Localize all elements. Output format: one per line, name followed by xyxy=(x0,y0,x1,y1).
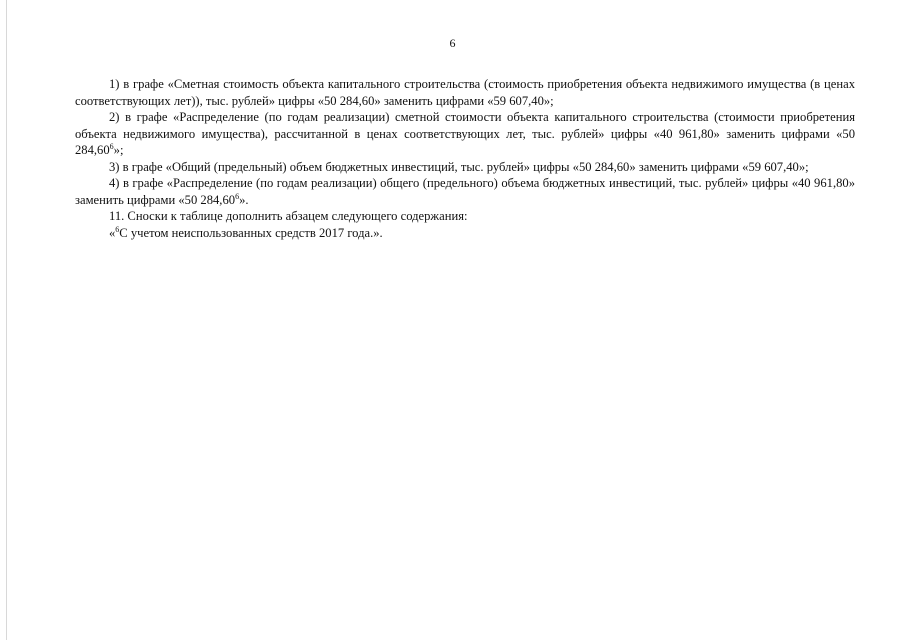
paragraph-text-tail: »; xyxy=(113,143,124,157)
paragraph-item-1 xyxy=(75,76,855,109)
paragraph-text-tail: ». xyxy=(239,192,249,207)
page-left-edge xyxy=(6,0,7,640)
paragraph-text: 1) в графе «Сметная стоимость объекта капитального строительства (стоимость приобретения объекта недвижимого имущества (в ценах соответствующих лет)), тыс. рублей» цифры «50 284,60» заменить цифрами «59 607,40»; xyxy=(75,77,855,108)
paragraph-text: 11. Сноски к таблице дополнить абзацем следующего содержания: xyxy=(109,209,468,223)
paragraph-footnote-text xyxy=(75,225,855,242)
footnote-marker: 6 xyxy=(109,141,114,151)
paragraph-item-4 xyxy=(75,175,855,208)
paragraph-text: 3) в графе «Общий (предельный) объем бюджетных инвестиций, тыс. рублей» цифры «50 284,60» заменить цифрами «59 607,40»; xyxy=(109,159,809,174)
document-body xyxy=(75,76,855,241)
paragraph-text: « xyxy=(109,225,116,240)
paragraph-text: 2) в графе «Распределение (по годам реализации) сметной стоимости объекта капитального строительства (стоимости приобретения объекта недвижимого имущества), рассчитанной в ценах соответствующих лет, тыс. рублей» цифры «40 961,80» заменить цифрами «50 284,60 xyxy=(75,110,855,157)
paragraph-item-3 xyxy=(75,159,855,176)
footnote-marker: 6 xyxy=(235,191,240,201)
page-number: 6 xyxy=(449,36,456,50)
paragraph-section-11 xyxy=(75,208,855,225)
footnote-marker: 6 xyxy=(115,224,120,234)
paragraph-item-2 xyxy=(75,109,855,159)
paragraph-text-tail: С учетом неиспользованных средств 2017 года.». xyxy=(119,225,383,240)
paragraph-text: 4) в графе «Распределение (по годам реализации) общего (предельного) объема бюджетных инвестиций, тыс. рублей» цифры «40 961,80» заменить цифрами «50 284,60 xyxy=(75,176,855,207)
